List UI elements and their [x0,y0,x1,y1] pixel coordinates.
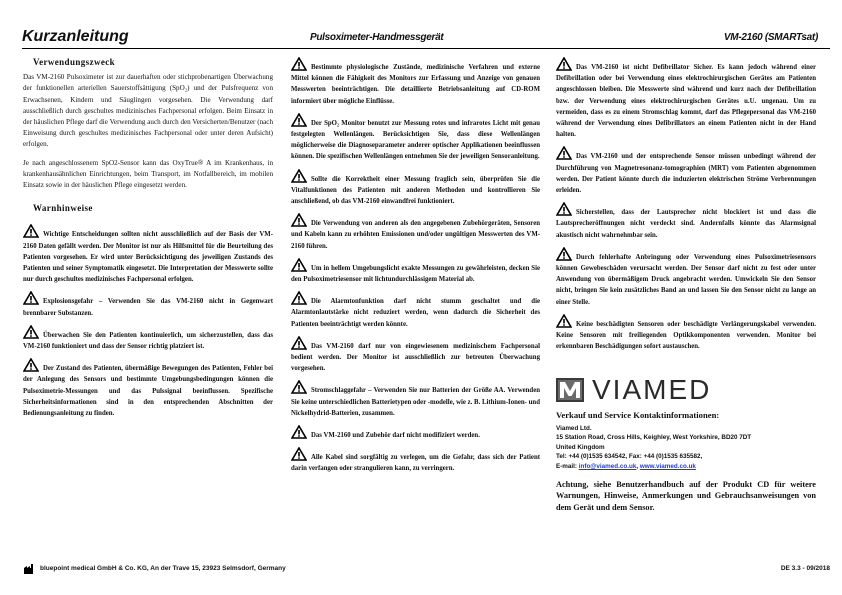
document-title: Kurzanleitung [22,28,129,45]
warning-triangle-icon [23,291,39,305]
warning-item: Der Zustand des Patienten, übermäßige Bewegungen des Patienten, Fehler bei der Anlegung des Sensors und bestimmte Umgebungsbedingungen können die Pulsoximetrie-Messungen und das Pulssignal beeinflussen. Spezifische Sicherheitsinformationen sind in den entsprechenden Abschnitten der Bedienungsanleitung zu finden. [23,358,273,419]
warning-item: Die Alarmtonfunktion darf nicht stumm geschaltet und die Alarmtonlautstärke nicht reduziert werden, wenn dadurch die Sicherheit des Patienten beeinträchtigt werden könnte. [291,291,540,330]
warning-item: Stromschlaggefahr – Verwenden Sie nur Batterien der Größe AA. Verwenden Sie keine unterschiedlichen Batterietypen oder -modelle, wie z. B. Lithium-Ionen- und Nickelhydrid-Batterien, zusammen. [291,380,540,419]
warning-item: Das VM-2160 und der entsprechende Sensor müssen unbedingt während der Durchführung von Magnetresonanz-tomographien (MRT) vom Patienten abgenommen werden. Der Patient könnte durch die induzierten elektrischen Ströme Verbrennungen erleiden. [556,146,816,196]
warning-triangle-icon [556,146,572,160]
warning-item: Wichtige Entscheidungen sollten nicht ausschließlich auf der Basis der VM-2160 Daten gefällt werden. Der Monitor ist nur als Hilfsmittel für die Beurteilung des Patienten vorgesehen. Er wird unter Berücksichtigung des jeweiligen Zustands des Patienten und seiner Symptomatik eingesetzt. Die Interpretation der Messwerte sollte nur durch geschultes medizinisches Fachpersonal erfolgen. [23,224,273,285]
warning-triangle-icon [291,291,307,305]
warning-triangle-icon [291,447,307,461]
device-model: VM-2160 (SMARTsat) [723,32,818,43]
warning-triangle-icon [291,113,307,127]
contact-address: 15 Station Road, Cross Hills, Keighley, West Yorkshire, BD20 7DT [556,434,752,442]
warnings-heading: Warnhinweise [33,203,93,214]
warning-item: Das VM-2160 ist nicht Defibrillator Sicher. Es kann jedoch während einer Defibrillation oder bei Verwendung eines elektrochirurgischen Gerätes am Patienten angeschlossen bleiben. Die Messwerte sind während und kurz nach der Defibrillation bzw. der Verwendung eines elektrochirurgischen Gerätes u.U. ungenau. Um zu vermeiden, dass es zu einem Stromschlag kommt, darf das Pflegepersonal das VM-2160 während der Verwendung eines Defibrillators an einem Patienten nicht in der Hand halten. [556,57,816,140]
contact-email-web: E-mail: info@viamed.co.uk, www.viamed.co.uk [556,463,696,471]
warning-item: Explosionsgefahr – Verwenden Sie das VM-2160 nicht in Gegenwart brennbarer Substanzen. [23,291,273,318]
warning-triangle-icon [291,213,307,227]
warning-item: Das VM-2160 darf nur von eingewiesenem medizinischem Fachpersonal bedient werden. Der Monitor ist ausschließlich zur betreuten Überwachung vorgesehen. [291,336,540,375]
warning-item: Der SpO₂ Monitor benutzt zur Messung rotes und infrarotes Licht mit genau festgelegten Wellenlängen. Berücksichtigen Sie, dass diese Wellenlängen möglicherweise die Diagnoseparameter anderer optischer Applikationen beeinflussen können. Die spezifischen Wellenlängen entnehmen Sie der jeweiligen Sensoranleitung. [291,113,540,163]
page-header [22,28,830,49]
factory-icon [24,564,34,574]
intended-use-heading: Verwendungszweck [33,57,116,67]
contact-country: United Kingdom [556,443,605,451]
warning-triangle-icon [291,380,307,394]
warning-triangle-icon [556,247,572,261]
cd-manual-notice: Achtung, siehe Benutzerhandbuch auf der Produkt CD für weitere Warnungen, Hinweise, Anmerkungen und Gebrauchsanweisungen von dem Gerät und dem Sensor. [556,479,816,512]
contact-phone-fax: Tel: +44 (0)1535 634542, Fax: +44 (0)1535 635582, [556,453,703,461]
column-2 [291,57,540,481]
warning-item: Die Verwendung von anderen als den angegebenen Zubehörgeräten, Sensoren und Kabeln kann zu erhöhten Emissionen und/oder ungültigen Messwerten des VM-2160 führen. [291,213,540,252]
usage-environment-paragraph: Je nach angeschlossenem SpO2-Sensor kann das OxyTrue® A im Krankenhaus, in krankenhausähnlichen Einrichtungen, beim Transport, im Notfallbereich, im mobilen Einsatz sowie in der häuslichen Pflege eingesetzt werden. [23,158,273,190]
warning-triangle-icon [556,202,572,216]
document-version: DE 3.3 - 09/2018 [780,565,830,572]
intended-use-paragraph: Das VM-2160 Pulsoximeter ist zur dauerhaften oder stichprobenartigen Überwachung der funktionellen arteriellen Sauerstoffsättigung (SpO₂) und der Pulsfrequenz von Erwachsenen, Kindern und Säuglingen vorgesehen. Die Verwendung darf ausschließlich durch geschultes medizinisches Fachpersonal erfolgen. Beim Einsatz in der häuslichen Pflege darf die Verwendung auch durch den Versicherten/Benutzer (nach Einweisung durch geschultes medizinisches Fachpersonal oder unter deren Aufsicht) erfolgen. [23,73,273,149]
warning-triangle-icon [556,57,572,71]
website-link[interactable]: www.viamed.co.uk [639,463,696,471]
warning-triangle-icon [291,57,307,71]
warning-item: Keine beschädigten Sensoren oder beschädigte Verlängerungskabel verwenden. Keine Sensoren mit freiliegenden Optikkomponenten verwenden. Monitor bei erkennbaren Beschädigungen sofort austauschen. [556,314,816,353]
warning-triangle-icon [291,169,307,183]
contact-company: Viamed Ltd. [556,424,592,432]
warning-triangle-icon [23,358,39,372]
warning-item: Sollte die Korrektheit einer Messung fraglich sein, überprüfen Sie die Vitalfunktionen des Patienten mit anderen Methoden und kontrollieren Sie anschließend, ob das VM-2160 einwandfrei funktioniert. [291,169,540,208]
warning-triangle-icon [291,425,307,439]
column-1 [23,57,273,425]
warning-triangle-icon [291,336,307,350]
column-3 [556,57,816,513]
warning-item: Um in hellem Umgebungslicht exakte Messungen zu gewährleisten, decken Sie den Pulsoximetriesensor mit lichtundurchlässigem Material ab. [291,258,540,285]
warning-triangle-icon [556,314,572,328]
warning-item: Bestimmte physiologische Zustände, medizinische Verfahren und externe Mittel können die Fähigkeit des Monitors zur Erfassung und Anzeige von genauen Messwerten beeinträchtigen. Die detaillierte Betriebsanleitung auf CD-ROM informiert über mögliche Einflüsse. [291,57,540,107]
viamed-logo [556,374,816,406]
viamed-logo-mark-icon [556,378,584,402]
warning-item: Das VM-2160 und Zubehör darf nicht modifiziert werden. [291,425,540,441]
warning-item: Durch fehlerhafte Anbringung oder Verwendung eines Pulsoximetriesensors können Gewebeschäden verursacht werden. Der Sensor darf nicht zu fest oder unter Anwendung von übermäßigem Druck angebracht werden. Umwickeln Sie den Sensor nicht, bringen Sie kein zusätzliches Band an und lassen Sie den Sensor nicht zu lange an einer Stelle. [556,247,816,308]
contact-block [556,424,816,472]
warning-item: Überwachen Sie den Patienten kontinuierlich, um sicherzustellen, dass das VM-2160 funktioniert und dass der Sensor richtig platziert ist. [23,325,273,352]
warning-item: Sicherstellen, dass der Lautsprecher nicht blockiert ist und dass die Lautsprecheröffnungen nicht verdeckt sind. Andernfalls könnte das Alarmsignal akustisch nicht wahrnehmbar sein. [556,202,816,241]
device-type: Pulsoximeter-Handmessgerät [310,32,444,43]
email-link[interactable]: info@viamed.co.uk [578,463,637,471]
viamed-logo-text: VIAMED [592,374,712,406]
manufacturer-address: bluepoint medical GmbH & Co. KG, An der Trave 15, 23923 Selmsdorf, Germany [40,565,286,572]
warning-triangle-icon [291,258,307,272]
warning-triangle-icon [23,224,39,238]
warning-item: Alle Kabel sind sorgfältig zu verlegen, um die Gefahr, dass sich der Patient darin verfangen oder strangulieren kann, zu verringern. [291,447,540,474]
contact-heading: Verkauf und Service Kontaktinformationen: [556,410,720,421]
warning-triangle-icon [23,325,39,339]
page-footer [24,564,830,576]
